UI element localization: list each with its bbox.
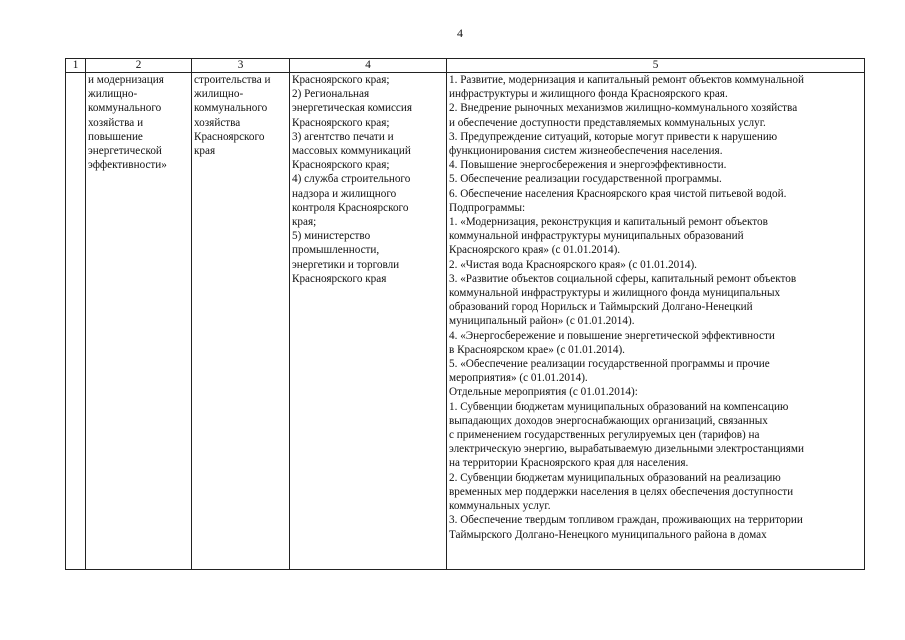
text-line: 1. Субвенции бюджетам муниципальных образований на компенсацию xyxy=(449,400,789,413)
text-line: промышленности, xyxy=(292,244,380,257)
text-line: 2. Внедрение рыночных механизмов жилищно-коммунального хозяйства xyxy=(449,102,798,115)
text-line: энергетической xyxy=(88,145,162,158)
text-line: коммунального xyxy=(88,102,162,115)
text-line: 5) министерство xyxy=(292,230,371,243)
text-line: коммунального xyxy=(194,102,268,115)
text-line: с применением государственных регулируемых цен (тарифов) на xyxy=(449,429,760,442)
text-line: энергетическая комиссия xyxy=(292,102,413,115)
text-line: Красноярского края» (с 01.01.2014). xyxy=(449,244,621,257)
text-line: Отдельные мероприятия (с 01.01.2014): xyxy=(449,386,638,399)
table-row xyxy=(66,73,865,570)
text-line: в Красноярском крае» (с 01.01.2014). xyxy=(449,343,625,356)
column-header-3: 3 xyxy=(192,59,290,73)
cell-col3 xyxy=(192,73,290,570)
text-line: электрическую энергию, вырабатываемую дизельными электростанциями xyxy=(449,443,804,456)
text-line: края; xyxy=(292,216,317,229)
text-line: 3. Обеспечение твердым топливом граждан, проживающих на территории xyxy=(449,514,803,527)
text-line: временных мер поддержки населения в целях обеспечения доступности xyxy=(449,485,794,498)
column-header-5: 5 xyxy=(447,59,865,73)
cell-col2 xyxy=(86,73,192,570)
program-table xyxy=(65,58,865,570)
text-line: Красноярского края; xyxy=(292,116,390,129)
text-line: 1. Развитие, модернизация и капитальный ремонт объектов коммунальной xyxy=(449,74,804,86)
column-header-4: 4 xyxy=(290,59,447,73)
text-line: 5. «Обеспечение реализации государственной программы и прочие xyxy=(449,358,770,371)
page-number: 4 xyxy=(457,26,463,40)
text-line: на территории Красноярского края для населения. xyxy=(449,457,689,470)
text-line: 1. «Модернизация, реконструкция и капитальный ремонт объектов xyxy=(449,216,768,229)
text-line: энергетики и торговли xyxy=(292,258,400,271)
text-line: 2. Субвенции бюджетам муниципальных образований на реализацию xyxy=(449,471,781,484)
text-line: Красноярского xyxy=(194,130,265,143)
text-line: и обеспечение доступности представляемых коммунальных услуг. xyxy=(449,116,766,129)
text-line: Красноярского края; xyxy=(292,74,390,86)
text-line: Красноярского края xyxy=(292,272,387,285)
text-line: 4. «Энергосбережение и повышение энергетической эффективности xyxy=(449,329,775,342)
text-line: края xyxy=(194,145,216,158)
text-line: функционирования систем жизнеобеспечения населения. xyxy=(449,145,723,158)
text-line: коммунальных услуг. xyxy=(449,500,551,513)
text-line: повышение xyxy=(88,130,143,143)
text-line: жилищно- xyxy=(194,88,244,101)
text-line: инфраструктуры и жилищного фонда Красноярского края. xyxy=(449,88,728,101)
text-line: контроля Красноярского xyxy=(292,201,409,214)
text-line: хозяйства xyxy=(194,116,241,129)
text-line: 2) Региональная xyxy=(292,88,370,101)
text-line: образований город Норильск и Таймырский Долгано-Ненецкий xyxy=(449,301,753,314)
header-row xyxy=(66,59,865,73)
column-header-2: 2 xyxy=(86,59,192,73)
text-line: мероприятия» (с 01.01.2014). xyxy=(449,372,588,385)
cell-col4 xyxy=(290,73,447,570)
text-line: 5. Обеспечение реализации государственной программы. xyxy=(449,173,722,186)
text-line: 4. Повышение энергосбережения и энергоэффективности. xyxy=(449,159,727,172)
text-line: и модернизация xyxy=(88,74,164,86)
text-line: выпадающих доходов энергоснабжающих организаций, связанных xyxy=(449,414,768,427)
text-line: 3. Предупреждение ситуаций, которые могут привести к нарушению xyxy=(449,130,778,143)
text-line: 2. «Чистая вода Красноярского края» (с 01.01.2014). xyxy=(449,258,697,271)
text-line: жилищно- xyxy=(88,88,138,101)
text-line: коммунальной инфраструктуры муниципальных образований xyxy=(449,230,744,243)
text-line: Подпрограммы: xyxy=(449,201,526,214)
text-line: эффективности» xyxy=(88,159,167,172)
text-line: 3) агентство печати и xyxy=(292,130,394,143)
cell-col5 xyxy=(447,73,865,570)
text-line: 4) служба строительного xyxy=(292,173,411,186)
text-line: хозяйства и xyxy=(88,116,144,129)
text-line: коммунальной инфраструктуры и жилищного фонда муниципальных xyxy=(449,287,781,300)
text-line: 6. Обеспечение населения Красноярского края чистой питьевой водой. xyxy=(449,187,787,200)
cell-col1 xyxy=(66,73,86,570)
text-line: надзора и жилищного xyxy=(292,187,397,200)
column-header-1: 1 xyxy=(66,59,86,73)
text-line: муниципальный район» (с 01.01.2014). xyxy=(449,315,635,328)
text-line: Красноярского края; xyxy=(292,159,390,172)
text-line: строительства и xyxy=(194,74,271,86)
text-line: Таймырского Долгано-Ненецкого муниципального района в домах xyxy=(449,528,767,541)
text-line: 3. «Развитие объектов социальной сферы, капитальный ремонт объектов xyxy=(449,272,797,285)
text-line: массовых коммуникаций xyxy=(292,145,411,158)
